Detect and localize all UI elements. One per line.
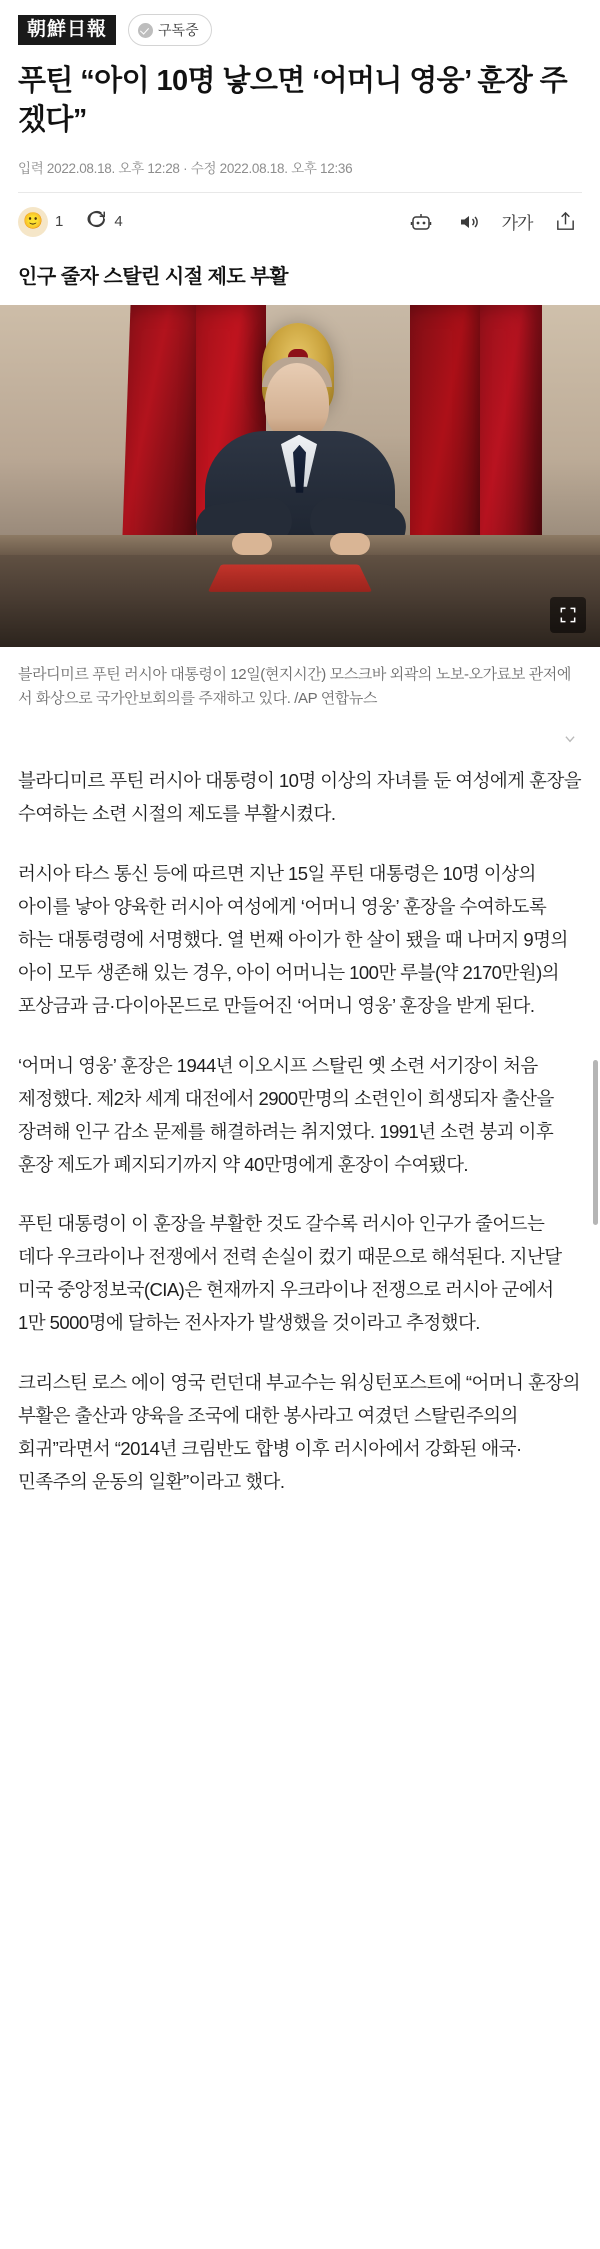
expand-photo-icon[interactable] <box>550 597 586 633</box>
font-size-label: 가가 <box>501 214 533 234</box>
subscribe-label: 구독중 <box>158 22 199 38</box>
photo-table-top <box>0 535 600 555</box>
reaction-button[interactable] <box>18 207 63 237</box>
article-body <box>0 759 600 1556</box>
robot-read-icon[interactable] <box>404 207 438 237</box>
subscribe-button[interactable] <box>128 14 212 46</box>
share-icon[interactable] <box>548 207 582 237</box>
photo-caption: 블라디미르 푸틴 러시아 대통령이 12일(현지시간) 모스크바 외곽의 노보-오가료보 관저에서 화상으로 국가안보회의를 주재하고 있다. /AP 연합뉴스 <box>18 665 571 708</box>
page-title: 푸틴 “아이 10명 낳으면 ‘어머니 영웅’ 훈장 주겠다” <box>18 65 568 136</box>
byline: 입력 2022.08.18. 오후 12:28 · 수정 2022.08.18. 오후 12:36 <box>18 160 353 176</box>
article-photo[interactable] <box>0 305 600 647</box>
scrollbar[interactable] <box>593 1060 598 1225</box>
article-paragraph: 블라디미르 푸틴 러시아 대통령이 10명 이상의 자녀를 둔 여성에게 훈장을 수여하는 소련 시절의 제도를 부활시켰다. <box>18 770 582 825</box>
publisher-logo[interactable]: 朝鮮日報 <box>18 15 116 45</box>
action-bar <box>0 193 600 252</box>
comment-button[interactable] <box>85 208 122 235</box>
article-paragraph: 푸틴 대통령이 이 훈장을 부활한 것도 갈수록 러시아 인구가 줄어드는 데다 우크라이나 전쟁에서 전력 손실이 컸기 때문으로 해석된다. 지난달 미국 중앙정보국(CIA)은 현재까지 우크라이나 전쟁으로 러시아 군에서 1만 5000명에 달하는 전사자가 발생했을 것이라고 추정했다. <box>18 1213 562 1334</box>
caption-toggle-row <box>0 729 600 759</box>
comment-count: 4 <box>114 213 123 231</box>
photo-subject-hand-right <box>330 533 370 555</box>
article-paragraph: 러시아 타스 통신 등에 따르면 지난 15일 푸틴 대통령은 10명 이상의 아이를 낳아 양육한 러시아 여성에게 ‘어머니 영웅’ 훈장을 수여하도록 하는 대통령령에 서명했다. 열 번째 아이가 한 살이 됐을 때 나머지 9명의 아이 모두 생존해 있는 경우, 아이 어머니는 100만 루블(약 2170만원)의 포상금과 금·다이아몬드로 만들어진 ‘어머니 영웅’ 훈장을 받게 된다. <box>18 863 568 1016</box>
photo-flag <box>480 305 542 565</box>
photo-backdrop <box>0 305 600 647</box>
article-paragraph: 크리스틴 로스 에이 영국 런던대 부교수는 워싱턴포스트에 “어머니 훈장의 부활은 출산과 양육을 조국에 대한 봉사라고 여겼던 스탈린주의의 회귀”라면서 “2014년 크림반도 합병 이후 러시아에서 강화된 애국·민족주의 운동의 일환”이라고 했다. <box>18 1372 580 1492</box>
chevron-down-icon[interactable] <box>560 729 580 749</box>
photo-subject-head <box>265 363 329 441</box>
photo-flag <box>410 305 488 565</box>
photo-red-folder <box>208 564 372 591</box>
smile-emoji-icon: 🙂 <box>18 207 48 237</box>
check-icon <box>138 23 153 38</box>
article-subhead: 인구 줄자 스탈린 시절 제도 부활 <box>18 265 288 288</box>
article-paragraph: ‘어머니 영웅’ 훈장은 1944년 이오시프 스탈린 옛 소련 서기장이 처음 제정했다. 제2차 세계 대전에서 2900만명의 소련인이 희생되자 출산을 장려해 인구 감소 문제를 해결하려는 취지였다. 1991년 소련 붕괴 이후 훈장 제도가 폐지되기까지 약 40만명에게 훈장이 수여됐다. <box>18 1054 554 1175</box>
publisher-bar <box>0 0 600 56</box>
speaker-icon[interactable] <box>452 207 486 237</box>
font-size-button[interactable] <box>500 207 534 237</box>
photo-subject-hand-left <box>232 533 272 555</box>
comment-icon <box>85 208 107 235</box>
reaction-count: 1 <box>55 213 64 231</box>
